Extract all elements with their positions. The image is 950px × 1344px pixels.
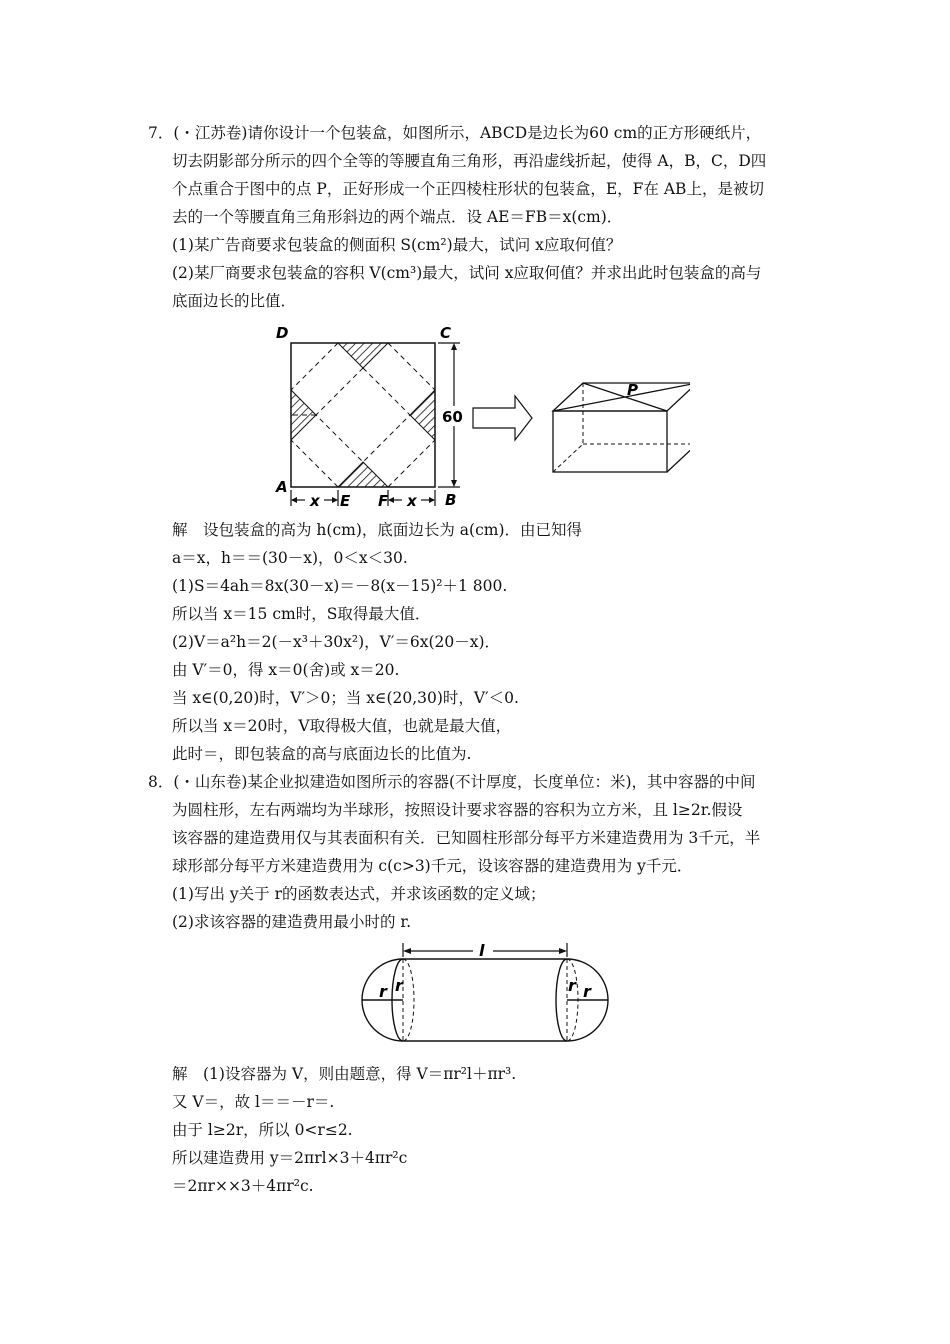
label-r-left-outer: r bbox=[379, 982, 387, 1001]
cut-triangle-bottom bbox=[338, 462, 388, 487]
label-side-60: 60 bbox=[442, 408, 463, 426]
label-B: B bbox=[445, 491, 457, 509]
label-P: P bbox=[627, 381, 638, 399]
problem8-part1: (1)写出 y关于 r的函数表达式，并求该函数的定义域； bbox=[172, 885, 546, 903]
problem8-solution-5: ＝2πr××3＋4πr²c. bbox=[172, 1177, 314, 1195]
label-x-left: x bbox=[310, 492, 320, 510]
capsule-outline bbox=[362, 959, 608, 1041]
problem7-solution-7: 当 x∈(0,20)时，V′＞0；当 x∈(20,30)时，V′＜0. bbox=[172, 689, 519, 707]
problem8-line-1: 8．(・山东卷)某企业拟建造如图所示的容器(不计厚度，长度单位：米)，其中容器的中间 bbox=[148, 773, 756, 791]
label-D: D bbox=[276, 324, 289, 342]
problem7-line-3: 个点重合于图中的点 P，正好形成一个正四棱柱形状的包装盒，E，F在 AB上，是被切 bbox=[172, 180, 764, 198]
label-E: E bbox=[340, 492, 351, 510]
problem8-line-2: 为圆柱形，左右两端均为半球形，按照设计要求容器的容积为立方米，且 l≥2r.假设 bbox=[172, 801, 743, 819]
problem7-part1: (1)某广告商要求包装盒的侧面积 S(cm²)最大，试问 x应取何值？ bbox=[172, 236, 622, 254]
problem8-solution-3: 由于 l≥2r，所以 0<r≤2. bbox=[172, 1121, 353, 1139]
capsule-hidden-lines bbox=[403, 959, 578, 1041]
problem7-line-1: 7．(・江苏卷)请你设计一个包装盒，如图所示，ABCD是边长为60 cm的正方形硬纸片， bbox=[148, 124, 762, 142]
problem7-solution-4: 所以当 x＝15 cm时，S取得最大值． bbox=[172, 605, 431, 623]
problem8-line-4: 球形部分每平方米建造费用为 c(c>3)千元，设该容器的建造费用为 y千元． bbox=[172, 857, 693, 875]
problem7-solution-2: a＝x，h＝＝(30－x)，0＜x＜30. bbox=[172, 549, 408, 567]
problem7-solution-9: 此时＝，即包装盒的高与底面边长的比值为. bbox=[172, 745, 472, 763]
problem7-line-2: 切去阴影部分所示的四个全等的等腰直角三角形，再沿虚线折起，使得 A，B，C，D四 bbox=[172, 152, 767, 170]
label-F: F bbox=[378, 492, 389, 510]
label-A: A bbox=[276, 478, 288, 496]
label-r-left-inner: r bbox=[395, 976, 403, 995]
box-net-figure bbox=[270, 318, 690, 513]
problem7-line-4: 去的一个等腰直角三角形斜边的两个端点．设 AE＝FB＝x(cm)． bbox=[172, 208, 623, 226]
problem8-solution-1: 解 (1)设容器为 V，则由题意，得 V＝πr²l＋πr³. bbox=[172, 1065, 517, 1083]
label-x-right: x bbox=[407, 492, 417, 510]
problem7-solution-3: (1)S＝4ah＝8x(30－x)＝－8(x－15)²＋1 800. bbox=[172, 577, 508, 595]
problem7-solution-5: (2)V＝a²h＝2(－x³＋30x²)，V′＝6x(20－x)． bbox=[172, 633, 501, 651]
container-figure bbox=[355, 935, 615, 1050]
label-r-right-outer: r bbox=[583, 982, 591, 1001]
problem8-line-3: 该容器的建造费用仅与其表面积有关．已知圆柱形部分每平方米建造费用为 3千元，半 bbox=[172, 829, 761, 847]
cut-triangle-right bbox=[410, 390, 435, 440]
problem7-solution-1: 解 设包装盒的高为 h(cm)，底面边长为 a(cm)．由已知得 bbox=[172, 521, 583, 539]
problem8-solution-4: 所以建造费用 y＝2πrl×3＋4πr²c bbox=[172, 1149, 408, 1167]
problem7-line-7: 底面边长的比值． bbox=[172, 292, 297, 310]
problem7-solution-6: 由 V′＝0，得 x＝0(舍)或 x＝20. bbox=[172, 661, 400, 679]
problem8-solution-2: 又 V＝，故 l＝＝－r＝. bbox=[172, 1093, 335, 1111]
box-3d bbox=[553, 383, 690, 472]
transform-arrow bbox=[473, 396, 532, 440]
problem7-solution-8: 所以当 x＝20时，V取得极大值，也就是最大值， bbox=[172, 717, 512, 735]
label-l: l bbox=[479, 941, 485, 960]
dimension-l bbox=[403, 943, 567, 957]
problem7-part2: (2)某厂商要求包装盒的容积 V(cm³)最大，试问 x应取何值？并求出此时包装盒的高与 bbox=[172, 264, 762, 282]
label-C: C bbox=[440, 324, 452, 342]
cut-triangle-top bbox=[338, 343, 388, 368]
label-r-right-inner: r bbox=[568, 976, 576, 995]
problem8-part2: (2)求该容器的建造费用最小时的 r. bbox=[172, 913, 412, 931]
